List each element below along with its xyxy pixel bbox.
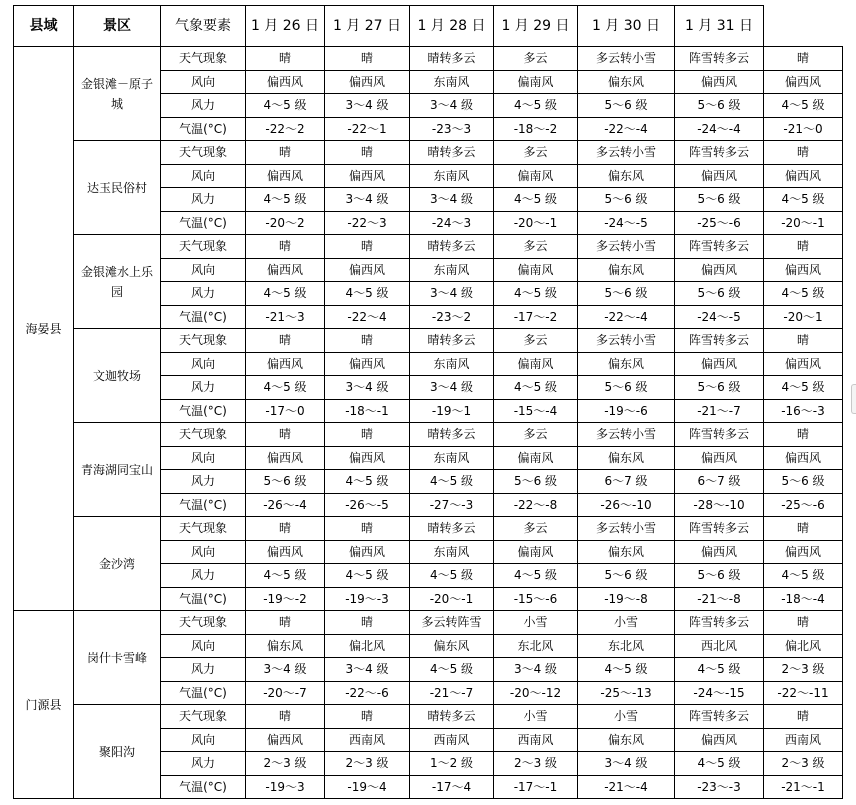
forecast-cell: 4～5 级 — [494, 282, 578, 306]
forecast-cell: -19～-2 — [246, 587, 325, 611]
forecast-cell: -16～-3 — [764, 399, 843, 423]
forecast-cell: 偏西风 — [325, 164, 410, 188]
forecast-cell: -19～3 — [246, 775, 325, 799]
forecast-cell: 3～4 级 — [325, 94, 410, 118]
element-label: 风力 — [161, 188, 246, 212]
forecast-cell: 多云 — [494, 47, 578, 71]
forecast-cell: -22～-8 — [494, 493, 578, 517]
forecast-cell: -22～-11 — [764, 681, 843, 705]
forecast-cell: -26～-5 — [325, 493, 410, 517]
forecast-cell: 偏西风 — [764, 540, 843, 564]
forecast-cell: -25～-6 — [675, 211, 764, 235]
element-label: 风向 — [161, 540, 246, 564]
table-row — [14, 141, 843, 165]
forecast-cell: 4～5 级 — [410, 658, 494, 682]
forecast-cell: 偏西风 — [764, 352, 843, 376]
forecast-cell: 5～6 级 — [675, 94, 764, 118]
forecast-cell: -19～-8 — [578, 587, 675, 611]
forecast-cell: 偏西风 — [246, 540, 325, 564]
forecast-cell: 晴转多云 — [410, 705, 494, 729]
county-cell: 门源县 — [14, 611, 74, 799]
forecast-cell: 晴转多云 — [410, 235, 494, 259]
forecast-cell: 晴转多云 — [410, 517, 494, 541]
forecast-cell: -22～4 — [325, 305, 410, 329]
forecast-cell: 偏西风 — [764, 258, 843, 282]
forecast-cell: 4～5 级 — [246, 282, 325, 306]
scenic-spot-name: 文迦牧场 — [92, 368, 141, 383]
forecast-cell: 晴转多云 — [410, 423, 494, 447]
forecast-cell: 4～5 级 — [325, 282, 410, 306]
forecast-cell: 东北风 — [578, 634, 675, 658]
scenic-spot-cell — [74, 141, 161, 235]
forecast-cell: 4～5 级 — [246, 94, 325, 118]
forecast-cell: 东南风 — [410, 258, 494, 282]
forecast-cell: 阵雪转多云 — [675, 141, 764, 165]
forecast-cell: 阵雪转多云 — [675, 329, 764, 353]
forecast-cell: 多云转小雪 — [578, 329, 675, 353]
table-row — [14, 517, 843, 541]
element-label: 气温(°C) — [161, 211, 246, 235]
forecast-cell: 多云转小雪 — [578, 235, 675, 259]
forecast-cell: -20～-1 — [410, 587, 494, 611]
element-label: 气温(°C) — [161, 305, 246, 329]
forecast-cell: -25～-6 — [764, 493, 843, 517]
element-label: 风向 — [161, 258, 246, 282]
forecast-cell: -17～-2 — [494, 305, 578, 329]
forecast-cell: 5～6 级 — [494, 470, 578, 494]
scenic-spot-name: 金银滩－原子城 — [80, 76, 153, 111]
forecast-cell: 4～5 级 — [325, 564, 410, 588]
forecast-cell: 偏北风 — [325, 634, 410, 658]
forecast-cell: 晴 — [764, 141, 843, 165]
forecast-cell: 偏南风 — [494, 258, 578, 282]
forecast-cell: 晴 — [325, 329, 410, 353]
forecast-cell: 偏南风 — [494, 352, 578, 376]
forecast-table — [13, 5, 843, 799]
forecast-cell: 晴 — [764, 47, 843, 71]
forecast-cell: 4～5 级 — [494, 376, 578, 400]
element-label: 气温(°C) — [161, 587, 246, 611]
forecast-cell: 4～5 级 — [410, 470, 494, 494]
forecast-cell: 偏西风 — [764, 446, 843, 470]
forecast-cell: 偏西风 — [675, 446, 764, 470]
forecast-cell: -21～-4 — [578, 775, 675, 799]
scenic-spot-cell — [74, 423, 161, 517]
element-label: 风力 — [161, 94, 246, 118]
forecast-cell: 偏东风 — [246, 634, 325, 658]
forecast-cell: 晴 — [325, 235, 410, 259]
forecast-cell: -21～-1 — [764, 775, 843, 799]
forecast-cell: 东南风 — [410, 70, 494, 94]
element-label: 天气现象 — [161, 329, 246, 353]
forecast-cell: 偏南风 — [494, 540, 578, 564]
forecast-cell: 西北风 — [675, 634, 764, 658]
forecast-cell: 偏西风 — [246, 258, 325, 282]
forecast-cell: -22～3 — [325, 211, 410, 235]
forecast-cell: 4～5 级 — [764, 94, 843, 118]
forecast-cell: 5～6 级 — [578, 376, 675, 400]
forecast-cell: 晴 — [325, 47, 410, 71]
forecast-cell: -18～-2 — [494, 117, 578, 141]
forecast-cell: 偏西风 — [764, 164, 843, 188]
forecast-cell: -20～2 — [246, 211, 325, 235]
forecast-cell: 多云转小雪 — [578, 47, 675, 71]
forecast-cell: 偏西风 — [675, 258, 764, 282]
forecast-cell: -20～1 — [764, 305, 843, 329]
forecast-cell: -15～-4 — [494, 399, 578, 423]
element-label: 风力 — [161, 564, 246, 588]
forecast-cell: 偏西风 — [246, 352, 325, 376]
forecast-cell: 4～5 级 — [675, 658, 764, 682]
header-date: 1 月 29 日 — [494, 6, 578, 47]
forecast-cell: 4～5 级 — [246, 564, 325, 588]
scenic-spot-cell — [74, 329, 161, 423]
forecast-cell: 4～5 级 — [410, 564, 494, 588]
forecast-cell: 偏西风 — [325, 446, 410, 470]
forecast-cell: -15～-6 — [494, 587, 578, 611]
forecast-cell: 阵雪转多云 — [675, 705, 764, 729]
element-label: 气温(°C) — [161, 775, 246, 799]
forecast-cell: -28～-10 — [675, 493, 764, 517]
forecast-cell: 晴 — [246, 141, 325, 165]
forecast-cell: -20～-7 — [246, 681, 325, 705]
forecast-cell: -22～-4 — [578, 117, 675, 141]
forecast-cell: 多云转小雪 — [578, 517, 675, 541]
forecast-cell: 偏西风 — [325, 540, 410, 564]
forecast-cell: 4～5 级 — [494, 94, 578, 118]
forecast-cell: -20～-12 — [494, 681, 578, 705]
forecast-cell: 偏西风 — [246, 70, 325, 94]
forecast-cell: -23～-3 — [675, 775, 764, 799]
forecast-cell: -20～-1 — [494, 211, 578, 235]
forecast-cell: 3～4 级 — [246, 658, 325, 682]
forecast-cell: 多云转阵雪 — [410, 611, 494, 635]
forecast-cell: 偏西风 — [675, 728, 764, 752]
forecast-cell: 晴 — [764, 611, 843, 635]
header-date: 1 月 30 日 — [578, 6, 675, 47]
forecast-cell: 1～2 级 — [410, 752, 494, 776]
forecast-cell: 4～5 级 — [325, 470, 410, 494]
forecast-cell: 4～5 级 — [764, 564, 843, 588]
forecast-cell: -22～2 — [246, 117, 325, 141]
forecast-cell: -24～-5 — [578, 211, 675, 235]
header-county: 县域 — [14, 6, 74, 47]
forecast-cell: 偏西风 — [764, 70, 843, 94]
forecast-cell: 偏西风 — [675, 540, 764, 564]
header-date: 1 月 31 日 — [675, 6, 764, 47]
forecast-cell: -22～-6 — [325, 681, 410, 705]
table-row — [14, 329, 843, 353]
element-label: 天气现象 — [161, 141, 246, 165]
forecast-cell: 2～3 级 — [246, 752, 325, 776]
forecast-cell: 晴 — [764, 705, 843, 729]
forecast-cell: -26～-10 — [578, 493, 675, 517]
forecast-cell: 偏西风 — [325, 70, 410, 94]
forecast-cell: -24～-4 — [675, 117, 764, 141]
element-label: 气温(°C) — [161, 117, 246, 141]
forecast-cell: -22～1 — [325, 117, 410, 141]
forecast-cell: 阵雪转多云 — [675, 611, 764, 635]
forecast-cell: 3～4 级 — [325, 376, 410, 400]
forecast-cell: -25～-13 — [578, 681, 675, 705]
forecast-cell: 小雪 — [494, 611, 578, 635]
forecast-cell: 晴 — [246, 235, 325, 259]
forecast-cell: 晴 — [764, 517, 843, 541]
forecast-cell: -17～0 — [246, 399, 325, 423]
county-cell: 海晏县 — [14, 47, 74, 611]
forecast-cell: 5～6 级 — [578, 564, 675, 588]
forecast-cell: 东北风 — [494, 634, 578, 658]
forecast-cell: 西南风 — [410, 728, 494, 752]
forecast-cell: -21～-8 — [675, 587, 764, 611]
forecast-cell: 多云 — [494, 141, 578, 165]
forecast-cell: 偏南风 — [494, 164, 578, 188]
forecast-cell: 偏东风 — [578, 446, 675, 470]
forecast-cell: 偏西风 — [675, 352, 764, 376]
forecast-cell: -21～-7 — [675, 399, 764, 423]
forecast-cell: 5～6 级 — [764, 470, 843, 494]
scenic-spot-name: 岗什卡雪峰 — [86, 650, 147, 665]
forecast-cell: 5～6 级 — [246, 470, 325, 494]
forecast-cell: 3～4 级 — [410, 376, 494, 400]
forecast-cell: 多云转小雪 — [578, 423, 675, 447]
forecast-cell: 多云 — [494, 423, 578, 447]
element-label: 天气现象 — [161, 517, 246, 541]
forecast-cell: 晴 — [325, 423, 410, 447]
table-row — [14, 235, 843, 259]
forecast-cell: -27～-3 — [410, 493, 494, 517]
table-row — [14, 611, 843, 635]
forecast-cell: 5～6 级 — [675, 282, 764, 306]
element-label: 天气现象 — [161, 47, 246, 71]
forecast-cell: 晴 — [325, 611, 410, 635]
element-label: 风力 — [161, 470, 246, 494]
forecast-cell: 晴 — [764, 423, 843, 447]
element-label: 天气现象 — [161, 705, 246, 729]
forecast-cell: 5～6 级 — [578, 282, 675, 306]
header-date: 1 月 26 日 — [246, 6, 325, 47]
forecast-cell: 5～6 级 — [578, 94, 675, 118]
scroll-handle[interactable] — [851, 384, 856, 414]
forecast-cell: 晴 — [764, 329, 843, 353]
element-label: 风向 — [161, 352, 246, 376]
forecast-cell: 偏西风 — [675, 70, 764, 94]
forecast-cell: 5～6 级 — [578, 188, 675, 212]
scenic-spot-cell — [74, 611, 161, 705]
forecast-cell: 偏北风 — [764, 634, 843, 658]
element-label: 风向 — [161, 70, 246, 94]
forecast-cell: 东南风 — [410, 446, 494, 470]
forecast-cell: 晴 — [246, 517, 325, 541]
element-label: 天气现象 — [161, 235, 246, 259]
table-row — [14, 47, 843, 71]
element-label: 风力 — [161, 658, 246, 682]
forecast-cell: 偏东风 — [578, 164, 675, 188]
scenic-spot-name: 达玉民俗村 — [86, 180, 147, 195]
forecast-cell: -17～4 — [410, 775, 494, 799]
forecast-cell: 多云 — [494, 235, 578, 259]
forecast-cell: 晴 — [325, 705, 410, 729]
forecast-cell: 晴 — [764, 235, 843, 259]
forecast-cell: 西南风 — [764, 728, 843, 752]
forecast-cell: 晴转多云 — [410, 141, 494, 165]
forecast-cell: 3～4 级 — [410, 188, 494, 212]
forecast-cell: 多云转小雪 — [578, 141, 675, 165]
forecast-cell: 多云 — [494, 329, 578, 353]
forecast-cell: 东南风 — [410, 164, 494, 188]
forecast-cell: 晴 — [246, 47, 325, 71]
scenic-spot-name: 金银滩水上乐园 — [80, 264, 153, 299]
element-label: 风力 — [161, 752, 246, 776]
forecast-cell: 西南风 — [325, 728, 410, 752]
forecast-cell: 偏东风 — [578, 70, 675, 94]
element-label: 风向 — [161, 634, 246, 658]
scenic-spot-cell — [74, 47, 161, 141]
forecast-cell: 小雪 — [578, 705, 675, 729]
forecast-cell: 4～5 级 — [764, 376, 843, 400]
forecast-cell: 6～7 级 — [675, 470, 764, 494]
forecast-cell: 5～6 级 — [675, 564, 764, 588]
scenic-spot-name: 青海湖同宝山 — [80, 462, 153, 477]
scenic-spot-name: 聚阳沟 — [98, 744, 135, 759]
element-label: 天气现象 — [161, 423, 246, 447]
forecast-cell: 阵雪转多云 — [675, 423, 764, 447]
forecast-cell: 2～3 级 — [764, 752, 843, 776]
forecast-cell: 3～4 级 — [325, 188, 410, 212]
forecast-cell: -21～-7 — [410, 681, 494, 705]
forecast-cell: 2～3 级 — [494, 752, 578, 776]
forecast-cell: 东南风 — [410, 540, 494, 564]
forecast-cell: 偏南风 — [494, 70, 578, 94]
forecast-cell: 阵雪转多云 — [675, 517, 764, 541]
forecast-cell: 阵雪转多云 — [675, 47, 764, 71]
forecast-cell: 偏东风 — [578, 258, 675, 282]
scenic-spot-name: 金沙湾 — [98, 556, 135, 571]
forecast-cell: 4～5 级 — [578, 658, 675, 682]
forecast-cell: 偏西风 — [246, 446, 325, 470]
forecast-cell: 晴 — [246, 329, 325, 353]
forecast-cell: 东南风 — [410, 352, 494, 376]
forecast-cell: 偏西风 — [246, 164, 325, 188]
forecast-cell: -24～3 — [410, 211, 494, 235]
forecast-cell: 多云 — [494, 517, 578, 541]
forecast-cell: 偏东风 — [578, 540, 675, 564]
forecast-cell: 4～5 级 — [764, 188, 843, 212]
forecast-cell: -21～0 — [764, 117, 843, 141]
forecast-cell: 5～6 级 — [675, 188, 764, 212]
forecast-cell: 小雪 — [494, 705, 578, 729]
forecast-cell: 3～4 级 — [578, 752, 675, 776]
forecast-cell: 偏东风 — [578, 352, 675, 376]
element-label: 气温(°C) — [161, 493, 246, 517]
forecast-cell: 5～6 级 — [675, 376, 764, 400]
forecast-cell: -26～-4 — [246, 493, 325, 517]
forecast-cell: -22～-4 — [578, 305, 675, 329]
forecast-cell: -23～3 — [410, 117, 494, 141]
forecast-cell: 偏东风 — [578, 728, 675, 752]
forecast-cell: 晴 — [246, 705, 325, 729]
forecast-cell: 偏西风 — [675, 164, 764, 188]
forecast-cell: 6～7 级 — [578, 470, 675, 494]
header-element: 气象要素 — [161, 6, 246, 47]
forecast-cell: 晴 — [246, 611, 325, 635]
forecast-cell: 晴转多云 — [410, 329, 494, 353]
table-row — [14, 705, 843, 729]
element-label: 风力 — [161, 282, 246, 306]
element-label: 风向 — [161, 728, 246, 752]
element-label: 气温(°C) — [161, 399, 246, 423]
forecast-cell: 2～3 级 — [764, 658, 843, 682]
element-label: 风向 — [161, 164, 246, 188]
forecast-cell: 西南风 — [494, 728, 578, 752]
forecast-cell: 4～5 级 — [494, 188, 578, 212]
forecast-cell: 晴转多云 — [410, 47, 494, 71]
element-label: 风力 — [161, 376, 246, 400]
forecast-cell: 偏西风 — [325, 258, 410, 282]
forecast-cell: 3～4 级 — [325, 658, 410, 682]
forecast-cell: 4～5 级 — [246, 188, 325, 212]
scenic-spot-cell — [74, 235, 161, 329]
forecast-cell: 晴 — [325, 141, 410, 165]
forecast-cell: 4～5 级 — [494, 564, 578, 588]
forecast-cell: 4～5 级 — [675, 752, 764, 776]
element-label: 风向 — [161, 446, 246, 470]
forecast-cell: 偏南风 — [494, 446, 578, 470]
forecast-cell: -19～4 — [325, 775, 410, 799]
forecast-cell: 偏西风 — [325, 352, 410, 376]
forecast-cell: -18～-1 — [325, 399, 410, 423]
forecast-cell: 偏西风 — [246, 728, 325, 752]
forecast-cell: -19～1 — [410, 399, 494, 423]
forecast-cell: -18～-4 — [764, 587, 843, 611]
table-row — [14, 423, 843, 447]
forecast-cell: -23～2 — [410, 305, 494, 329]
forecast-cell: -17～-1 — [494, 775, 578, 799]
forecast-cell: -19～-6 — [578, 399, 675, 423]
forecast-cell: 晴 — [246, 423, 325, 447]
forecast-cell: 4～5 级 — [764, 282, 843, 306]
scenic-spot-cell — [74, 517, 161, 611]
forecast-cell: -21～3 — [246, 305, 325, 329]
header-date: 1 月 28 日 — [410, 6, 494, 47]
forecast-cell: 3～4 级 — [410, 94, 494, 118]
forecast-cell: -24～-15 — [675, 681, 764, 705]
forecast-cell: -20～-1 — [764, 211, 843, 235]
scenic-spot-cell — [74, 705, 161, 799]
forecast-cell: 小雪 — [578, 611, 675, 635]
forecast-cell: 4～5 级 — [246, 376, 325, 400]
forecast-cell: 晴 — [325, 517, 410, 541]
header-row — [14, 6, 843, 47]
element-label: 天气现象 — [161, 611, 246, 635]
forecast-cell: 偏东风 — [410, 634, 494, 658]
element-label: 气温(°C) — [161, 681, 246, 705]
header-spot: 景区 — [74, 6, 161, 47]
forecast-cell: -19～-3 — [325, 587, 410, 611]
forecast-cell: 3～4 级 — [494, 658, 578, 682]
forecast-cell: -24～-5 — [675, 305, 764, 329]
forecast-cell: 3～4 级 — [410, 282, 494, 306]
header-date: 1 月 27 日 — [325, 6, 410, 47]
forecast-cell: 2～3 级 — [325, 752, 410, 776]
forecast-cell: 阵雪转多云 — [675, 235, 764, 259]
